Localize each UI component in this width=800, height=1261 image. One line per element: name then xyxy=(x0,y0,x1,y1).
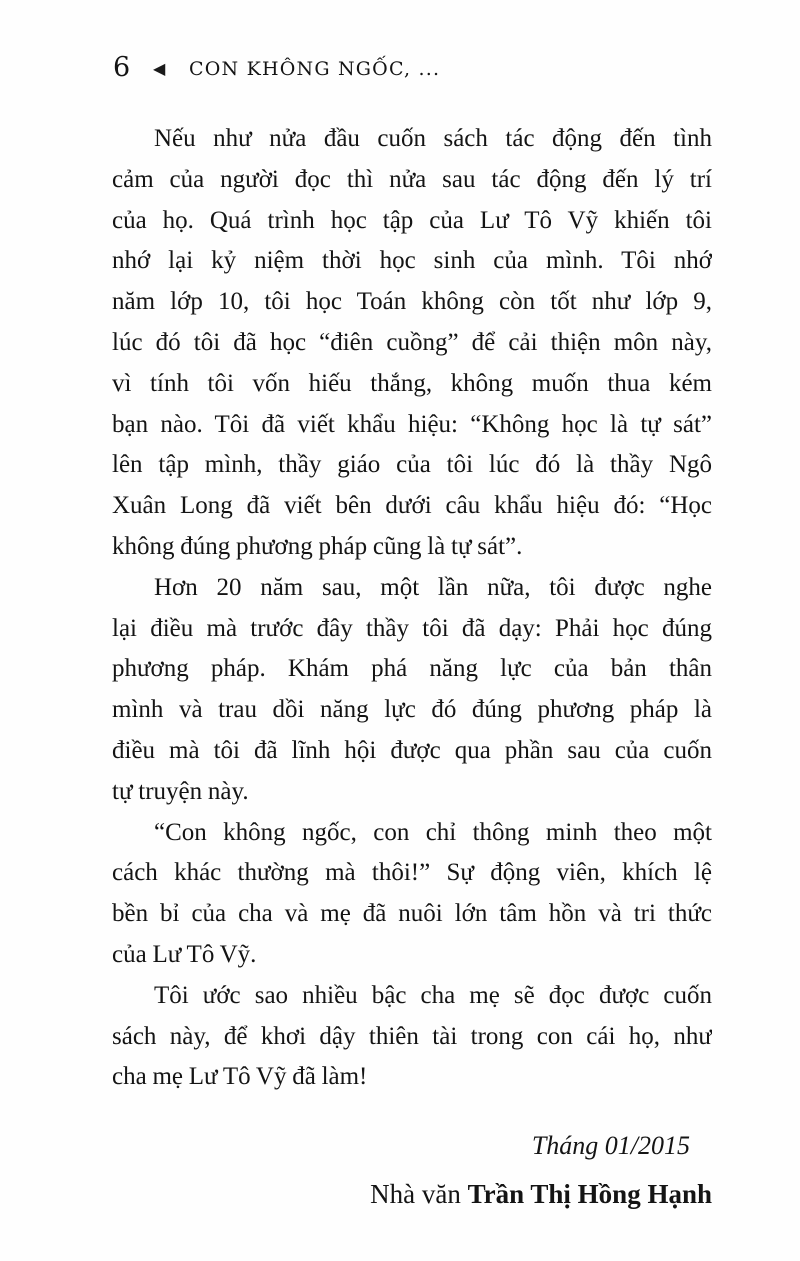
text-line: năm lớp 10, tôi học Toán không còn tốt như lớp 9, xyxy=(112,288,712,316)
left-triangle-icon: ◀ xyxy=(153,59,166,78)
text-line: không đúng phương pháp cũng là tự sát”. xyxy=(112,532,523,560)
text-line: tự truyện này. xyxy=(112,777,249,805)
text-line: lúc đó tôi đã học “điên cuồng” để cải thiện môn này, xyxy=(112,328,712,356)
signature-block xyxy=(112,1122,712,1218)
signature-author xyxy=(112,1170,712,1218)
body-text xyxy=(112,119,712,1098)
text-line: lên tập mình, thầy giáo của tôi lúc đó là thầy Ngô xyxy=(112,451,712,479)
text-line: “Con không ngốc, con chỉ thông minh theo một xyxy=(154,818,712,846)
text-line: phương pháp. Khám phá năng lực của bản thân xyxy=(112,655,712,683)
text-line: cảm của người đọc thì nửa sau tác động đến lý trí xyxy=(112,165,712,193)
text-line: lại điều mà trước đây thầy tôi đã dạy: Phải học đúng xyxy=(112,614,712,642)
text-line: Hơn 20 năm sau, một lần nữa, tôi được nghe xyxy=(154,573,712,601)
text-line: Xuân Long đã viết bên dưới câu khẩu hiệu đó: “Học xyxy=(112,492,712,520)
paragraph xyxy=(112,976,712,1098)
running-header-title: CON KHÔNG NGỐC, ... xyxy=(189,58,441,80)
running-header xyxy=(113,52,712,88)
text-line: sách này, để khơi dậy thiên tài trong con cái họ, như xyxy=(112,1022,712,1050)
text-line: cha mẹ Lư Tô Vỹ đã làm! xyxy=(112,1063,368,1091)
text-line: cách khác thường mà thôi!” Sự động viên, khích lệ xyxy=(112,859,712,887)
paragraph xyxy=(112,119,712,568)
page-number: 6 xyxy=(113,52,131,83)
paragraph xyxy=(112,813,712,976)
text-line: Nếu như nửa đầu cuốn sách tác động đến tình xyxy=(154,125,712,152)
text-line: mình và trau dồi năng lực đó đúng phương pháp là xyxy=(112,696,712,724)
text-line: bạn nào. Tôi đã viết khẩu hiệu: “Không học là tự sát” xyxy=(112,410,712,438)
text-line: Tôi ước sao nhiều bậc cha mẹ sẽ đọc được cuốn xyxy=(154,981,712,1009)
paragraph xyxy=(112,568,712,813)
text-line: bền bỉ của cha và mẹ đã nuôi lớn tâm hồn và tri thức xyxy=(112,900,712,928)
signature-date: Tháng 01/2015 xyxy=(531,1131,690,1160)
text-line: điều mà tôi đã lĩnh hội được qua phần sau của cuốn xyxy=(112,736,712,764)
text-line: vì tính tôi vốn hiếu thắng, không muốn thua kém xyxy=(112,369,712,397)
text-line: của Lư Tô Vỹ. xyxy=(112,940,257,968)
text-line: nhớ lại kỷ niệm thời học sinh của mình. Tôi nhớ xyxy=(112,247,712,275)
author-name: Trần Thị Hồng Hạnh xyxy=(467,1179,712,1209)
text-line: của họ. Quá trình học tập của Lư Tô Vỹ khiến tôi xyxy=(112,206,712,234)
author-prefix: Nhà văn xyxy=(370,1179,468,1209)
